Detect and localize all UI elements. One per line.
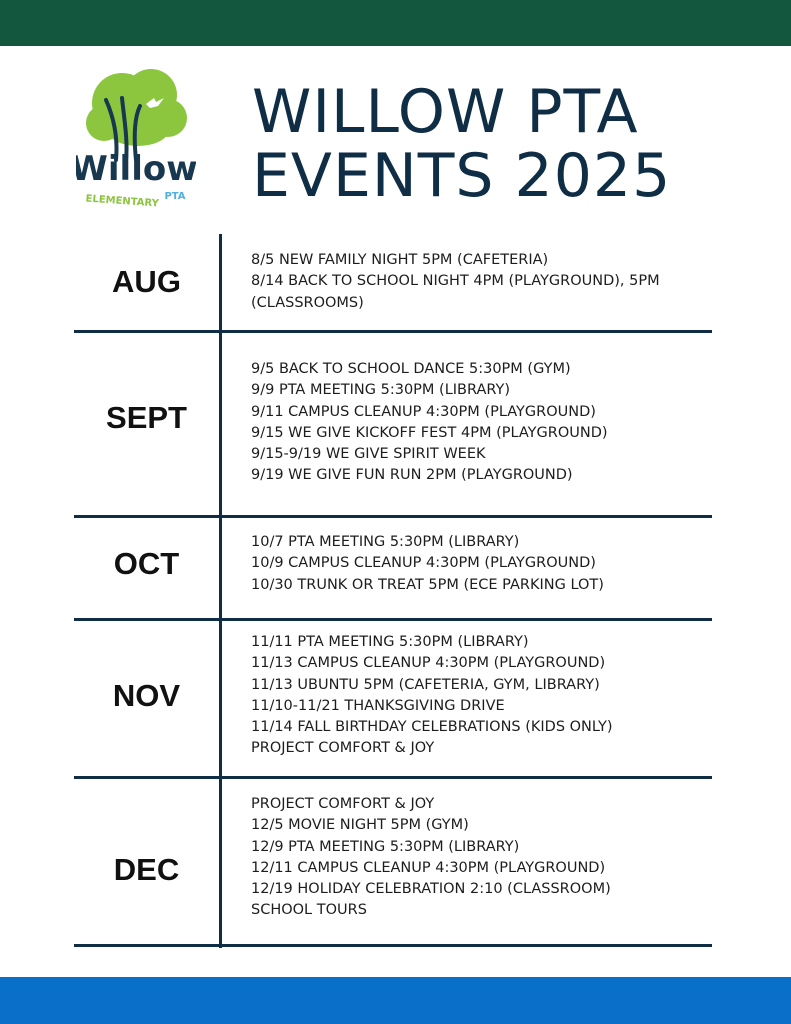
event-item: 8/14 BACK TO SCHOOL NIGHT 4PM (PLAYGROUND), 5PM <box>251 273 660 290</box>
events-list-oct <box>251 532 711 596</box>
event-item: 12/9 PTA MEETING 5:30PM (LIBRARY) <box>251 838 520 855</box>
events-list-sept <box>251 359 711 487</box>
event-item: PROJECT COMFORT & JOY <box>251 740 435 757</box>
event-item: 12/19 HOLIDAY CELEBRATION 2:10 (CLASSROOM) <box>251 881 611 898</box>
event-item: 11/11 PTA MEETING 5:30PM (LIBRARY) <box>251 634 529 650</box>
events-list-dec <box>251 794 711 922</box>
event-item: 12/5 MOVIE NIGHT 5PM (GYM) <box>251 817 469 834</box>
month-label-sept: SEPT <box>106 400 187 435</box>
tree-logo-icon <box>76 68 196 213</box>
event-item: 9/5 BACK TO SCHOOL DANCE 5:30PM (GYM) <box>251 361 571 377</box>
event-item: 9/9 PTA MEETING 5:30PM (LIBRARY) <box>251 382 511 399</box>
events-list-nov <box>251 632 711 760</box>
event-item: (CLASSROOMS) <box>251 294 364 311</box>
row-divider <box>74 944 712 947</box>
bottom-color-bar <box>0 977 791 1024</box>
event-item: 9/11 CAMPUS CLEANUP 4:30PM (PLAYGROUND) <box>251 403 596 420</box>
month-label-dec: DEC <box>113 852 180 887</box>
event-item: 11/13 CAMPUS CLEANUP 4:30PM (PLAYGROUND) <box>251 655 606 672</box>
column-divider <box>219 234 222 948</box>
row-divider <box>74 618 712 621</box>
event-item: PROJECT COMFORT & JOY <box>251 796 435 812</box>
row-divider <box>74 776 712 779</box>
logo-sub-pta: PTA <box>164 191 186 202</box>
row-divider <box>74 330 712 333</box>
event-item: 10/7 PTA MEETING 5:30PM (LIBRARY) <box>251 534 520 550</box>
event-item: 12/11 CAMPUS CLEANUP 4:30PM (PLAYGROUND) <box>251 859 606 876</box>
event-item: 10/9 CAMPUS CLEANUP 4:30PM (PLAYGROUND) <box>251 555 596 572</box>
logo-name: Willow <box>76 149 196 189</box>
event-item: 11/13 UBUNTU 5PM (CAFETERIA, GYM, LIBRARY) <box>251 676 600 693</box>
title-line-1: WILLOW PTA <box>252 77 639 147</box>
event-item: 8/5 NEW FAMILY NIGHT 5PM (CAFETERIA) <box>251 252 549 268</box>
logo-sub-elementary: ELEMENTARY <box>85 193 160 210</box>
event-item: 9/15-9/19 WE GIVE SPIRIT WEEK <box>251 446 486 463</box>
month-label-nov: NOV <box>112 678 181 713</box>
title-line-2: EVENTS 2025 <box>252 141 672 211</box>
willow-logo <box>76 68 196 213</box>
event-item: SCHOOL TOURS <box>251 902 367 919</box>
event-item: 11/14 FALL BIRTHDAY CELEBRATIONS (KIDS ONLY) <box>251 719 613 736</box>
events-table <box>74 234 712 948</box>
event-item: 9/19 WE GIVE FUN RUN 2PM (PLAYGROUND) <box>251 467 573 484</box>
event-item: 10/30 TRUNK OR TREAT 5PM (ECE PARKING LOT) <box>251 576 604 593</box>
page-title <box>252 77 772 211</box>
events-list-aug <box>251 250 711 314</box>
event-item: 9/15 WE GIVE KICKOFF FEST 4PM (PLAYGROUND) <box>251 424 608 441</box>
top-color-bar <box>0 0 791 46</box>
row-divider <box>74 515 712 518</box>
event-item: 11/10-11/21 THANKSGIVING DRIVE <box>251 697 505 714</box>
month-label-aug: AUG <box>112 264 181 299</box>
month-label-oct: OCT <box>113 546 180 581</box>
